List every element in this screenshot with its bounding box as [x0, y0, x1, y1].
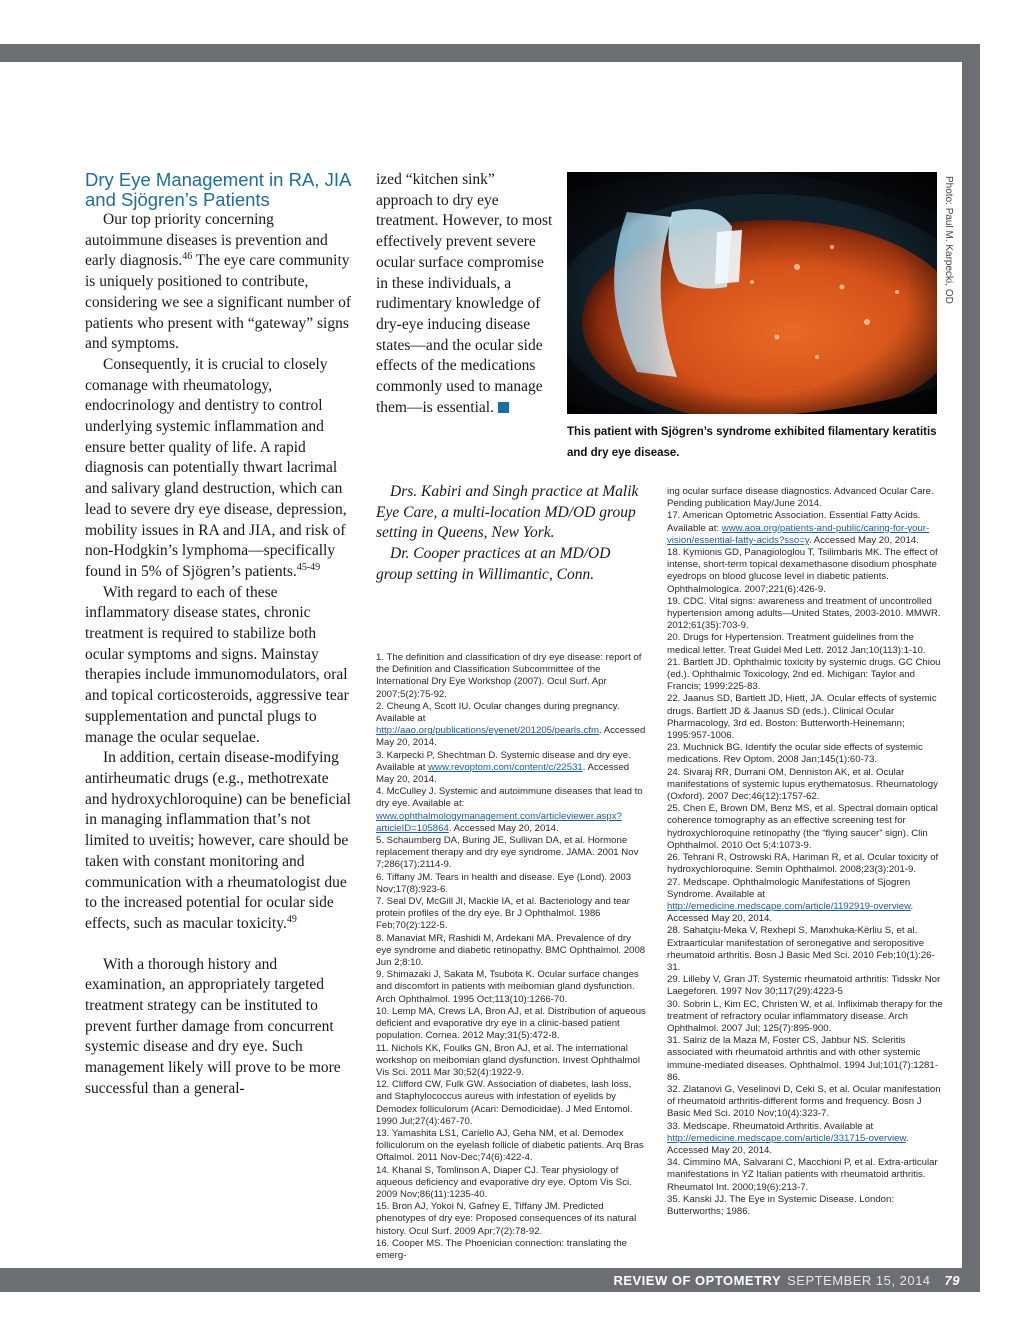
reference-text: 13. Yamashita LS1, Cariello AJ, Geha NM, et al. Demodex folliculorum on the eyelash follicle of diabetic patients. Arq Bras Oftalmol. 2011 Nov-Dec;74(6):422-4. — [376, 1127, 644, 1164]
reference-text: 34. Cimmino MA, Salvarani C, Macchioni P, et al. Extra-articular manifestations in YZ Italian patients with rheumatoid arthritis. Rheumatol Int. 2000;19(6):213-7. — [667, 1157, 938, 1193]
reference-text: 8. Manaviat MR, Rashidi M, Ardekani MA. Prevalence of dry eye syndrome and diabetic retinopathy. BMC Ophthalmol. 2008 Jun 2;8:10. — [376, 932, 646, 969]
reference-item — [667, 767, 945, 804]
reference-item — [376, 1128, 648, 1165]
reference-text: 20. Drugs for Hypertension. Treatment guidelines from the medical letter. Treat Guidel Med Lett. 2012 Jan;10(113):1-10. — [667, 632, 926, 656]
reference-text: 1. The definition and classification of dry eye disease: report of the Definition and Classification Subcommittee of the International Dry Eye Workshop (2007). Ocul Surf. Apr 2007;5(2):75-92. — [376, 652, 642, 700]
reference-link[interactable]: www.aoa.org/patients-and-public/caring-for-your-vision/essential-fatty-acids?sso=y — [667, 522, 930, 546]
reference-item — [667, 852, 945, 876]
paragraph-2 — [85, 355, 353, 583]
reference-item — [667, 1035, 945, 1084]
photo-credit: Photo: Paul M. Karpecki, OD — [943, 176, 954, 304]
article-column-middle — [376, 170, 554, 418]
reference-item — [667, 596, 945, 633]
page-border-top — [0, 44, 980, 62]
reference-item — [667, 510, 945, 547]
reference-text: ing ocular surface disease diagnostics. Advanced Ocular Care. Pending publication May/June 2014. — [667, 486, 934, 510]
reference-text: 12. Clifford CW, Fulk GW. Association of diabetes, lash loss, and Staphylococcus aureus with infestation of eyelids by Demodex folliculorum (Acari: Demodicidae). J Med Entomol. 1990 Jul;27(4):467-70. — [376, 1079, 633, 1127]
reference-item — [376, 1006, 648, 1043]
reference-text: 23. Muchnick BG. Identify the ocular side effects of systemic medications. Rev Optom. 2008 Jan;145(1):60-73. — [667, 742, 923, 766]
article-column-left — [85, 170, 353, 1100]
reference-text: 21. Bartlett JD. Ophthalmic toxicity by systemic drugs. GC Chiou (ed.). Ophthalmic Toxicology, 2nd ed. Michigan: Taylor and Francis; 1999:225-83. — [667, 656, 941, 693]
reference-text: 18. Kymionis GD, Panagiologlou T, Tsilimbaris MK. The effect of intense, short-term topical dexamethasone disodium phosphate eyedrops on blood glucose level in diabetic patients. Ophthalmologica. 2007;221(6):426-9. — [667, 547, 938, 595]
reference-text: . Accessed May 20, 2014. — [376, 725, 646, 749]
reference-item — [667, 742, 945, 766]
reference-text: 5. Schaumberg DA, Buring JE, Sullivan DA, et al. Hormone replacement therapy and dry eye syndrome. JAMA. 2001 Nov 7;286(17):2114-9. — [376, 835, 639, 871]
reference-item — [376, 750, 648, 787]
reference-item — [667, 657, 945, 694]
reference-text: 30. Sobrin L, Kim EC, Christen W, et al. Infliximab therapy for the treatment of refractory ocular inflammatory disease. Arch Ophthalmol. 2007 Jul; 125(7):895-900. — [667, 998, 943, 1034]
paragraph-continued — [376, 170, 554, 418]
reference-text: 2. Cheung A, Scott IU. Ocular changes during pregnancy. Available at — [376, 700, 620, 725]
reference-item — [376, 701, 648, 750]
reference-text: 15. Bron AJ, Yokoi N, Gafney E, Tiffany JM. Predicted phenotypes of dry eye: Proposed consequences of its natural history. Ocul Surf. 2009 Apr;7(2):78-92. — [376, 1201, 637, 1237]
author-note-1: Drs. Kabiri and Singh practice at Malik Eye Care, a multi-location MD/OD group setting in Queens, New York. — [376, 483, 639, 542]
article-body-left — [85, 210, 353, 1100]
reference-link[interactable]: www.ophthalmologymanagement.com/articleviewer.aspx?articleID=105864 — [376, 810, 622, 834]
section-heading: Dry Eye Management in RA, JIA and Sjögren’s Patients — [85, 169, 351, 210]
reference-text: 17. American Optometric Association. Essential Fatty Acids. Available at: — [667, 510, 921, 534]
reference-text: 27. Medscape. Ophthalmologic Manifestations of Sjogren Syndrome. Available at — [667, 876, 911, 900]
reference-link[interactable]: http://aao.org/publications/eyenet/201205/pearls.cfm — [376, 725, 599, 737]
reference-text: 16. Cooper MS. The Phoenician connection: translating the emerg- — [376, 1237, 628, 1261]
slit-lamp-eye-image — [567, 172, 937, 414]
author-note-2: Dr. Cooper practices at an MD/OD group setting in Willimantic, Conn. — [376, 545, 611, 583]
author-notes — [376, 482, 640, 586]
reference-item — [667, 974, 945, 998]
paragraph-5: With a thorough history and examination, an appropriately targeted treatment strategy can be instituted to prevent further damage from concurrent systemic disease and dry eye. Such management likely will prove to be more successful than a general- — [85, 955, 341, 1097]
page-number: 79 — [944, 1272, 960, 1288]
reference-text: 22. Jaanus SD, Bartlett JD, Hiett, JA. Ocular effects of systemic drugs. Bartlett JD & Jaanus SD (eds.). Clinical Ocular Pharmacology, 3rd ed. Boston: Butterworth-Heinemann; 1995:957-1006. — [667, 693, 937, 742]
reference-text: 6. Tiffany JM. Tears in health and disease. Eye (Lond). 2003 Nov;17(8):923-6. — [376, 871, 632, 895]
reference-text: 29. Lilleby V, Gran JT. Systemic rheumatoid arthritis: Tidsskr Nor Laegeforen. 1997 Nov 30;117(29):4223-5 — [667, 974, 941, 998]
paragraph-text: In addition, certain disease-modifying antirheumatic drugs (e.g., methotrexate and hydroxychloroquine) can be beneficial in managing inflammation that’s not limited to uveitis; however, care should be taken with constant monitoring and communication with a rheumatologist due to the increased potential for ocular side effects, such as macular toxicity. — [85, 749, 351, 932]
reference-item — [667, 999, 945, 1036]
reference-item — [667, 803, 945, 852]
reference-text: 11. Nichols KK, Foulks GN, Bron AJ, et al. The international workshop on meibomian gland dysfunction. Invest Ophthalmol Vis Sci. 2011 Mar 30;52(4):1922-9. — [376, 1042, 640, 1078]
reference-text: 7. Seal DV, McGill JI, Mackie IA, et al. Bacteriology and tear protein profiles of the dry eye. Br J Ophthalmol. 1986 Feb;70(2):122-5. — [376, 896, 630, 932]
reference-text: 31. Sainz de la Maza M, Foster CS, Jabbur NS. Scleritis associated with rheumatoid arthritis and with other systemic immune-mediated diseases. Ophthalmol. 1994 Jul;101(7):1281-86. — [667, 1035, 938, 1083]
reference-item — [376, 652, 648, 701]
paragraph-text: Consequently, it is crucial to closely comanage with rheumatology, endocrinology and dentistry to control underlying systemic inflammation and ensure better quality of life. A rapid diagnosis can potentially thwart lacrimal and salivary gland destruction, which can lead to severe dry eye disease, depression, mobility issues in RA and JIA, and risk of non-Hodgkin’s lymphoma—specifically found in 5% of Sjögren’s patients. — [85, 355, 347, 580]
reference-item — [667, 632, 945, 656]
reference-text: 32. Zlatanovi G, Veselinovi D, Ceki S, et al. Ocular manifestation of rheumatoid arthritis-different forms and frequency. Bosn J Basic Med Sci. 2010 Nov;10(4):323-7. — [667, 1083, 941, 1120]
reference-item — [667, 1084, 945, 1121]
reference-text: 3. Karpecki P, Shechtman D. Systemic disease and dry eye. Available at — [376, 749, 631, 773]
reference-item — [376, 1165, 648, 1202]
reference-text: 4. McCulley J. Systemic and autoimmune diseases that lead to dry eye. Available at: — [376, 786, 643, 810]
paragraph-spacer — [85, 935, 353, 955]
reference-text: 14. Khanal S, Tomlinson A, Diaper CJ. Tear physiology of aqueous deficiency and evaporative dry eye. Optom Vis Sci. 2009 Nov;86(11):1235-40. — [376, 1164, 632, 1200]
reference-item — [667, 1121, 945, 1158]
reference-text: . Accessed May 20, 2014. — [808, 534, 919, 546]
article-body-middle — [376, 170, 554, 418]
reference-item — [667, 1194, 945, 1218]
reference-text: 26. Tehrani R, Ostrowski RA, Hariman R, et al. Ocular toxicity of hydroxychloroquine. Semin Ophthalmol. 2008;23(3):201-9. — [667, 852, 939, 876]
issue-date: SEPTEMBER 15, 2014 — [787, 1272, 931, 1288]
reference-item — [376, 1079, 648, 1128]
eye-photo — [567, 172, 937, 414]
reference-item — [376, 969, 648, 1006]
paragraph-text: Our top priority concerning autoimmune diseases is prevention and early diagnosis. — [85, 211, 328, 270]
reference-link[interactable]: www.revoptom.com/content/c/22531 — [428, 761, 583, 773]
citation-sup: 46 — [182, 251, 193, 263]
reference-text: 19. CDC. Vital signs: awareness and treatment of uncontrolled hypertension among adults—United States, 2003-2010. MMWR. 2012;61(35):703-9. — [667, 595, 941, 632]
reference-text: 33. Medscape. Rheumatoid Arthritis. Available at — [667, 1120, 874, 1132]
reference-item — [376, 896, 648, 933]
citation-sup: 45-49 — [296, 561, 321, 573]
reference-item — [376, 933, 648, 970]
paragraph-text: ized “kitchen sink” approach to dry eye treatment. However, to most effectively prevent severe ocular surface compromise in these individuals, a rudimentary knowledge of dry-eye inducing disease states—and the ocular side effects of the medications commonly used to manage them—is essential. — [376, 171, 553, 416]
reference-text: 9. Shimazaki J, Sakata M, Tsubota K. Ocular surface changes and discomfort in patients with meibomian gland dysfunction. Arch Ophthalmol. 1995 Oct;113(10):1266-70. — [376, 969, 639, 1005]
paragraph-3: With regard to each of these inflammatory disease states, chronic treatment is required to stabilize both ocular symptoms and signs. Mainstay therapies include immunomodulators, oral and topical corticosteroids, aggressive tear supplementation and punctal plugs to manage the ocular sequelae. — [85, 583, 349, 746]
paragraph-4 — [85, 748, 353, 934]
reference-link[interactable]: http://emedicine.medscape.com/article/1192919-overview — [667, 900, 911, 912]
reference-text: 10. Lemp MA, Crews LA, Bron AJ, et al. Distribution of aqueous deficient and evaporative dry eye in a clinic-based patient population. Cornea. 2012 May;31(5):472-8. — [376, 1005, 646, 1042]
reference-link[interactable]: http://emedicine.medscape.com/article/331715-overview — [667, 1132, 906, 1144]
reference-text: . Accessed May 20, 2014. — [667, 1132, 909, 1156]
reference-item — [376, 1043, 648, 1080]
reference-item — [376, 872, 648, 896]
reference-item — [667, 547, 945, 596]
end-of-article-mark — [498, 402, 509, 413]
reference-item — [376, 786, 648, 835]
reference-item — [376, 1201, 648, 1238]
photo-caption: This patient with Sjögren’s syndrome exhibited filamentary keratitis and dry eye disease. — [567, 426, 937, 459]
reference-item — [667, 877, 945, 926]
reference-text: . Accessed May 20, 2014. — [667, 900, 914, 925]
page-border-right — [962, 44, 980, 1280]
citation-sup: 49 — [286, 913, 297, 925]
reference-item — [667, 693, 945, 742]
reference-text: 35. Kanski JJ. The Eye in Systemic Disease. London: Butterworths; 1986. — [667, 1193, 894, 1217]
paragraph-text: The eye care community is uniquely positioned to contribute, considering we see a significant number of patients who present with “gateway” signs and symptoms. — [85, 252, 351, 353]
reference-text: 24. Sivaraj RR, Durrani OM, Denniston AK, et al. Ocular manifestations of systemic lupus erythematosus. Rheumatology (Oxford). 2007 Dec;46(12):1757-62. — [667, 766, 938, 803]
reference-item — [376, 835, 648, 872]
reference-item — [667, 925, 945, 974]
reference-text: 25. Chen E, Brown DM, Benz MS, et al. Spectral domain optical coherence tomography as an effective screening test for hydroxychloroquine retinopathy (the “flying saucer” sign). Clin Ophthalmol. 2010 Oct 5;4:1073-9. — [667, 803, 938, 851]
reference-item — [376, 1238, 648, 1262]
reference-text: . Accessed May 20, 2014. — [448, 822, 559, 834]
magazine-name: REVIEW OF OPTOMETRY — [613, 1272, 782, 1288]
reference-text: 28. Sahatçiu-Meka V, Rexhepi S, Manxhuka-Kërliu S, et al. Extraarticular manifestation of seronegative and seropositive rheumatoid arthritis. Bosn J Basic Med Sci. 2010 Feb;10(1):26-31. — [667, 925, 935, 973]
reference-list-right — [667, 486, 945, 1218]
reference-text: . Accessed May 20, 2014. — [376, 761, 630, 786]
reference-item — [667, 486, 945, 510]
reference-list-left — [376, 652, 648, 1262]
page-footer — [0, 1268, 962, 1292]
paragraph-1 — [85, 210, 353, 355]
reference-item — [667, 1157, 945, 1194]
